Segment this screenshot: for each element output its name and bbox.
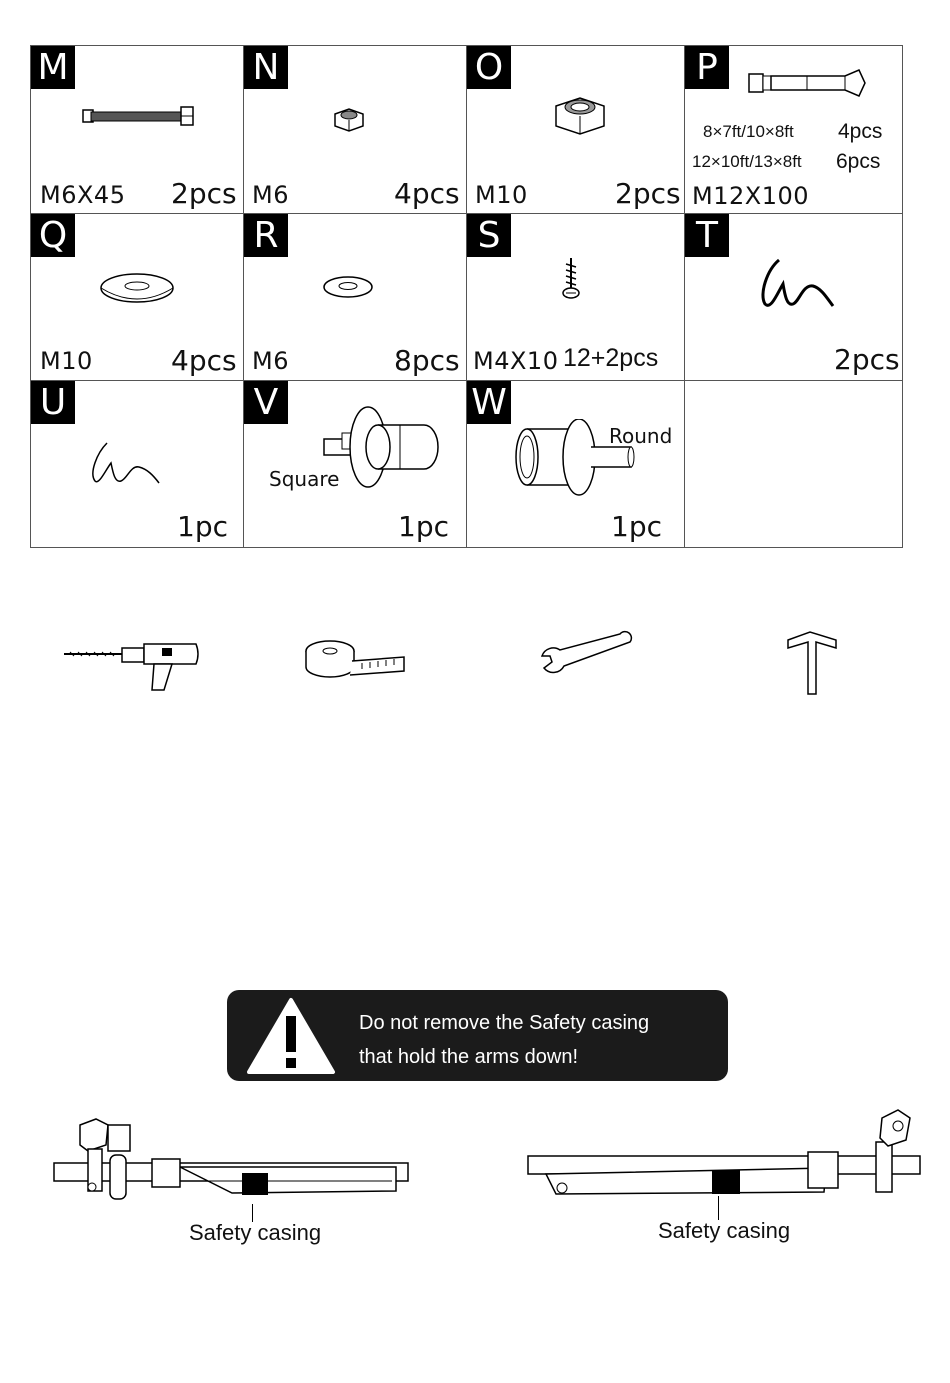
large-washer-icon <box>99 270 175 306</box>
part-cell-s <box>467 214 684 380</box>
part-cell-q <box>31 214 243 380</box>
size-label: 8×7ft/10×8ft <box>703 122 794 141</box>
part-spec: M4X10 <box>473 347 559 375</box>
part-cell-m <box>31 46 243 213</box>
clip-icon <box>89 437 161 487</box>
part-spec: M6X45 <box>40 181 126 209</box>
part-letter: O <box>467 46 511 89</box>
part-qty: 1pc <box>177 510 228 543</box>
part-qty: 2pcs <box>834 343 900 376</box>
part-letter: V <box>244 381 288 424</box>
small-washer-icon <box>322 274 374 302</box>
part-spec: M12X100 <box>692 182 809 210</box>
part-cell-r <box>244 214 466 380</box>
part-cell-n <box>244 46 466 213</box>
size-label: 12×10ft/13×8ft <box>692 152 802 171</box>
bolt-icon <box>81 104 199 128</box>
part-qty: 12+2pcs <box>563 344 659 372</box>
size-qty: 6pcs <box>836 150 881 173</box>
part-letter: P <box>685 46 729 89</box>
size-qty: 4pcs <box>838 120 883 143</box>
part-spec: M10 <box>475 181 528 209</box>
warning-text-line: Do not remove the Safety casing <box>359 1012 650 1034</box>
part-cell-t <box>685 214 903 380</box>
part-qty: 8pcs <box>394 344 460 377</box>
part-letter: T <box>685 214 729 257</box>
part-spec: M6 <box>252 181 289 209</box>
part-cell-o <box>467 46 684 213</box>
part-spec: M6 <box>252 347 289 375</box>
part-cell-v <box>244 381 466 548</box>
expansion-bolt-icon <box>747 66 869 100</box>
warning-text-line: that hold the arms down! <box>359 1046 579 1068</box>
part-letter: U <box>31 381 75 424</box>
caption-leader-line <box>718 1196 719 1220</box>
part-letter: S <box>467 214 511 257</box>
part-letter: Q <box>31 214 75 257</box>
part-letter: M <box>31 46 75 89</box>
part-qty: 2pcs <box>171 177 237 210</box>
wrench-icon <box>538 628 634 676</box>
square-adapter-icon <box>322 403 440 491</box>
part-qty: 2pcs <box>615 177 681 210</box>
callout-label: Square <box>269 467 340 491</box>
drill-icon <box>62 636 202 696</box>
part-letter: W <box>467 381 511 424</box>
part-qty: 1pc <box>398 510 449 543</box>
part-spec: M10 <box>40 347 93 375</box>
empty-cell <box>685 381 903 548</box>
callout-label: Round <box>609 424 673 448</box>
part-cell-u <box>31 381 243 548</box>
warning-banner <box>227 990 728 1081</box>
safety-casing-caption: Safety casing <box>658 1218 791 1243</box>
small-nut-icon <box>332 106 366 134</box>
parts-grid <box>30 45 903 548</box>
part-letter: R <box>244 214 288 257</box>
part-cell-p <box>685 46 903 213</box>
arm-illustration-left <box>52 1115 412 1205</box>
safety-casing-caption: Safety casing <box>189 1220 322 1245</box>
large-nut-icon <box>552 94 608 138</box>
part-qty: 4pcs <box>171 344 237 377</box>
part-qty: 4pcs <box>394 177 460 210</box>
arm-illustration-right <box>526 1108 926 1198</box>
clip-icon <box>757 254 837 310</box>
warning-triangle-icon <box>245 996 337 1076</box>
tape-measure-icon <box>304 637 408 681</box>
part-qty: 1pc <box>611 510 662 543</box>
part-cell-w <box>467 381 684 548</box>
hex-key-icon <box>786 630 838 698</box>
screw-icon <box>560 256 582 302</box>
part-letter: N <box>244 46 288 89</box>
